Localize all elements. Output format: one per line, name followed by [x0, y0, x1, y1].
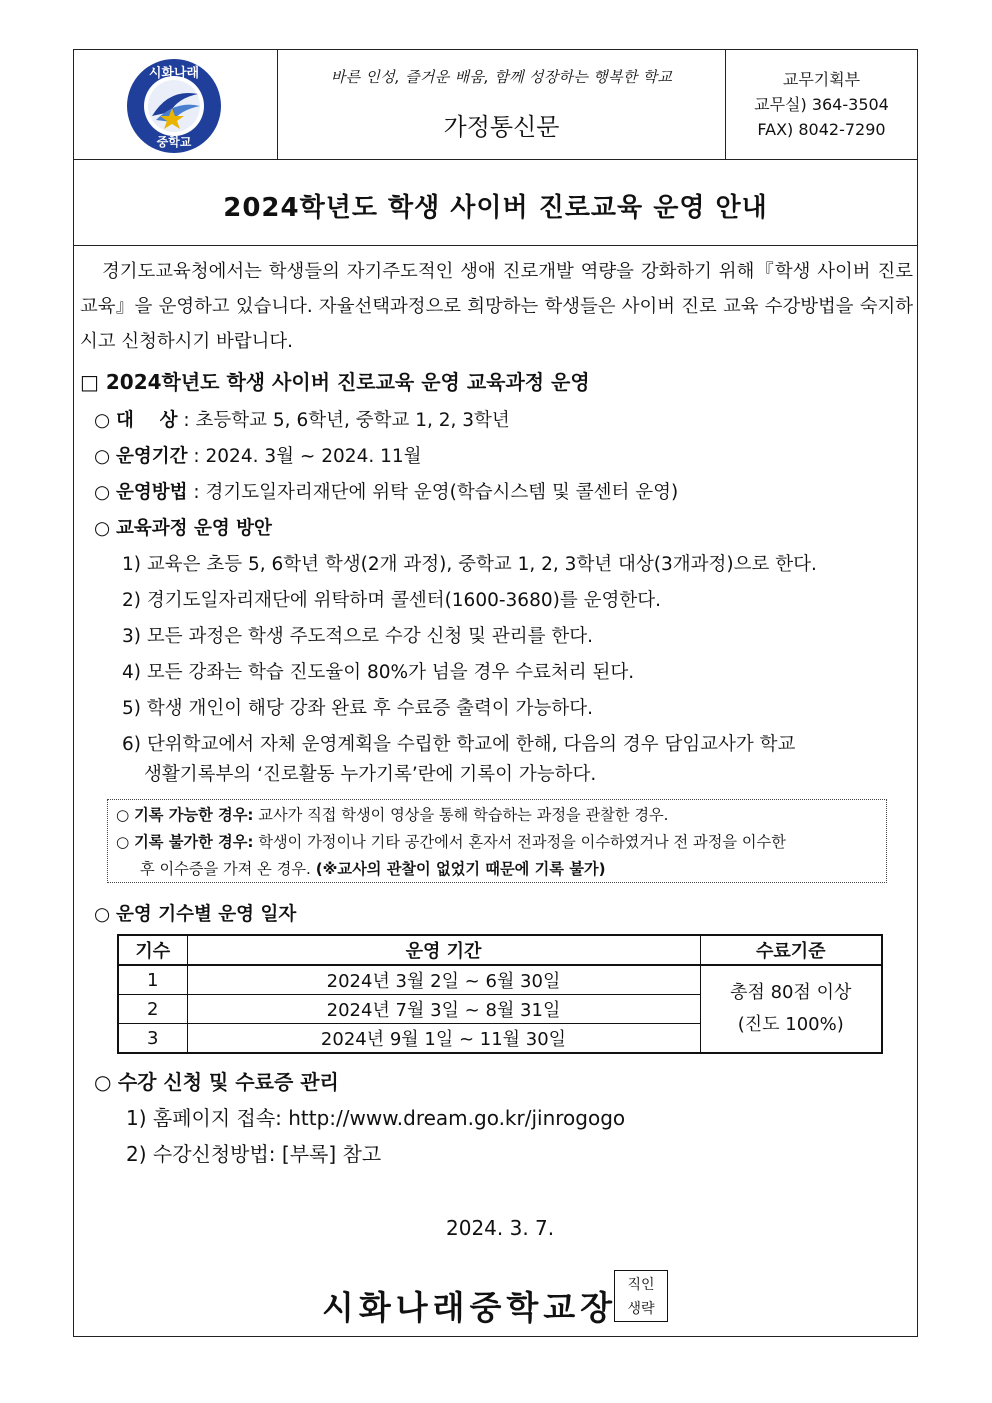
note-no-label: 기록 불가한 경우: — [134, 833, 254, 851]
term-period: 2024년 3월 2일 ~ 6월 30일 — [187, 965, 700, 995]
circle-bullet-icon: ○ — [94, 482, 117, 503]
item-label: 대 상 — [116, 410, 178, 431]
intro-paragraph: 경기도교육청에서는 학생들의 자기주도적인 생애 진로개발 역량을 강화하기 위해『학생 사이버 진로교육』을 운영하고 있습니다. 자율선택과정으로 희망하는 학생들은 사이버 진로 교육 수강방법을 숙지하시고 신청하시기 바랍니다. — [80, 261, 913, 352]
dept-name: 교무기획부 — [782, 70, 861, 89]
term-period: 2024년 9월 1일 ~ 11월 30일 — [187, 1024, 700, 1054]
header-cell: 수료기준 — [700, 935, 882, 965]
record-note-box — [107, 799, 887, 883]
criteria-line1: 총점 80점 이상 — [730, 982, 852, 1003]
circle-bullet-icon: ○ — [94, 446, 117, 467]
plan-item-continued: 생활기록부의 ‘진로활동 누가기록’란에 기록이 가능하다. — [144, 764, 597, 785]
item-label: 운영방법 — [116, 482, 188, 503]
period-item: ○ 운영기간 : 2024. 3월 ~ 2024. 11월 — [94, 446, 422, 467]
method-item: ○ 운영방법 : 경기도일자리재단에 위탁 운영(학습시스템 및 콜센터 운영) — [94, 482, 679, 503]
header-table — [74, 50, 917, 160]
circle-bullet-icon: ○ — [94, 1070, 118, 1094]
term-no: 2 — [118, 995, 187, 1024]
schedule-heading — [94, 900, 296, 926]
item-value: 2024. 3월 ~ 2024. 11월 — [205, 446, 422, 467]
circle-bullet-icon: ○ — [116, 806, 135, 824]
plan-heading-text: 교육과정 운영 방안 — [116, 518, 272, 539]
item-value: 경기도일자리재단에 위탁 운영(학습시스템 및 콜센터 운영) — [205, 482, 679, 503]
plan-item: 6) 단위학교에서 자체 운영계획을 수립한 학교에 한해, 다음의 경우 담임교사가 학교 — [122, 734, 796, 755]
plan-item: 1) 교육은 초등 5, 6학년 학생(2개 과정), 중학교 1, 2, 3학년 대상(3개과정)으로 한다. — [122, 554, 817, 575]
contact-cell — [726, 50, 917, 159]
stamp-line1: 직인 — [627, 1277, 655, 1293]
apply-heading-text: 수강 신청 및 수료증 관리 — [117, 1070, 339, 1094]
term-period: 2024년 7월 3일 ~ 8월 31일 — [187, 995, 700, 1024]
logo-text-top: 시화나래 — [148, 66, 200, 81]
note-no-text2: 후 이수증을 가져 온 경우. — [140, 860, 311, 878]
note-ok — [116, 802, 880, 829]
motto-cell — [278, 50, 726, 159]
circle-bullet-icon: ○ — [94, 518, 117, 539]
note-no — [116, 829, 880, 856]
note-ok-text: 교사가 직접 학생이 영상을 통해 학습하는 과정을 관찰한 경우. — [258, 806, 669, 824]
circle-bullet-icon: ○ — [94, 904, 117, 925]
plan-heading — [94, 514, 272, 540]
paper-type: 가정통신문 — [443, 113, 560, 141]
schedule-table — [117, 934, 883, 1054]
term-no: 1 — [118, 965, 187, 995]
phone-number: 교무실) 364-3504 — [754, 95, 889, 114]
header-cell: 기수 — [118, 935, 187, 965]
item-label: 운영기간 — [116, 446, 188, 467]
seal-omitted-box — [614, 1270, 668, 1322]
school-motto: 바른 인성, 즐거운 배움, 함께 성장하는 행복한 학교 — [330, 68, 673, 86]
circle-bullet-icon: ○ — [116, 833, 135, 851]
school-logo — [74, 50, 278, 160]
document-frame — [73, 49, 918, 1337]
apply-item: 1) 홈페이지 접속: http://www.dream.go.kr/jinrogogo — [126, 1106, 626, 1130]
document-title: 2024학년도 학생 사이버 진로교육 운영 안내 — [223, 193, 768, 223]
plan-item: 4) 모든 강좌는 학습 진도율이 80%가 넘을 경우 수료처리 된다. — [122, 662, 635, 683]
note-no-text: 학생이 가정이나 기타 공간에서 혼자서 전과정을 이수하였거나 전 과정을 이수한 — [258, 833, 786, 851]
plan-item: 5) 학생 개인이 해당 강좌 완료 후 수료증 출력이 가능하다. — [122, 698, 593, 719]
term-no: 3 — [118, 1024, 187, 1054]
table-row — [118, 965, 882, 995]
title-row — [74, 160, 917, 246]
plan-item: 3) 모든 과정은 학생 주도적으로 수강 신청 및 관리를 한다. — [122, 626, 593, 647]
section1-heading: □ 2024학년도 학생 사이버 진로교육 운영 교육과정 운영 — [80, 370, 590, 394]
note-no-reason: (※교사의 관찰이 없었기 때문에 기록 불가) — [315, 860, 606, 878]
logo-text-bottom: 중학교 — [156, 135, 192, 149]
target-item: ○ 대 상 : 초등학교 5, 6학년, 중학교 1, 2, 3학년 — [94, 410, 510, 431]
issue-date: 2024. 3. 7. — [446, 1216, 555, 1240]
item-value: 초등학교 5, 6학년, 중학교 1, 2, 3학년 — [195, 410, 510, 431]
logo-cell — [74, 50, 278, 159]
note-ok-label: 기록 가능한 경우: — [134, 806, 254, 824]
plan-item: 2) 경기도일자리재단에 위탁하며 콜센터(1600-3680)를 운영한다. — [122, 590, 661, 611]
principal-signature: 시화나래중학교장 — [322, 1288, 618, 1327]
schedule-heading-text: 운영 기수별 운영 일자 — [116, 904, 297, 925]
table-header-row — [118, 935, 882, 965]
fax-number: FAX) 8042-7290 — [757, 120, 886, 139]
note-no-continued — [116, 856, 880, 883]
header-cell: 운영 기간 — [187, 935, 700, 965]
criteria-line2: (진도 100%) — [737, 1014, 844, 1035]
apply-item: 2) 수강신청방법: [부록] 참고 — [126, 1142, 382, 1166]
circle-bullet-icon: ○ — [94, 410, 117, 431]
apply-heading — [94, 1066, 339, 1095]
criteria-cell — [700, 965, 882, 1053]
stamp-line2: 생략 — [627, 1301, 655, 1317]
